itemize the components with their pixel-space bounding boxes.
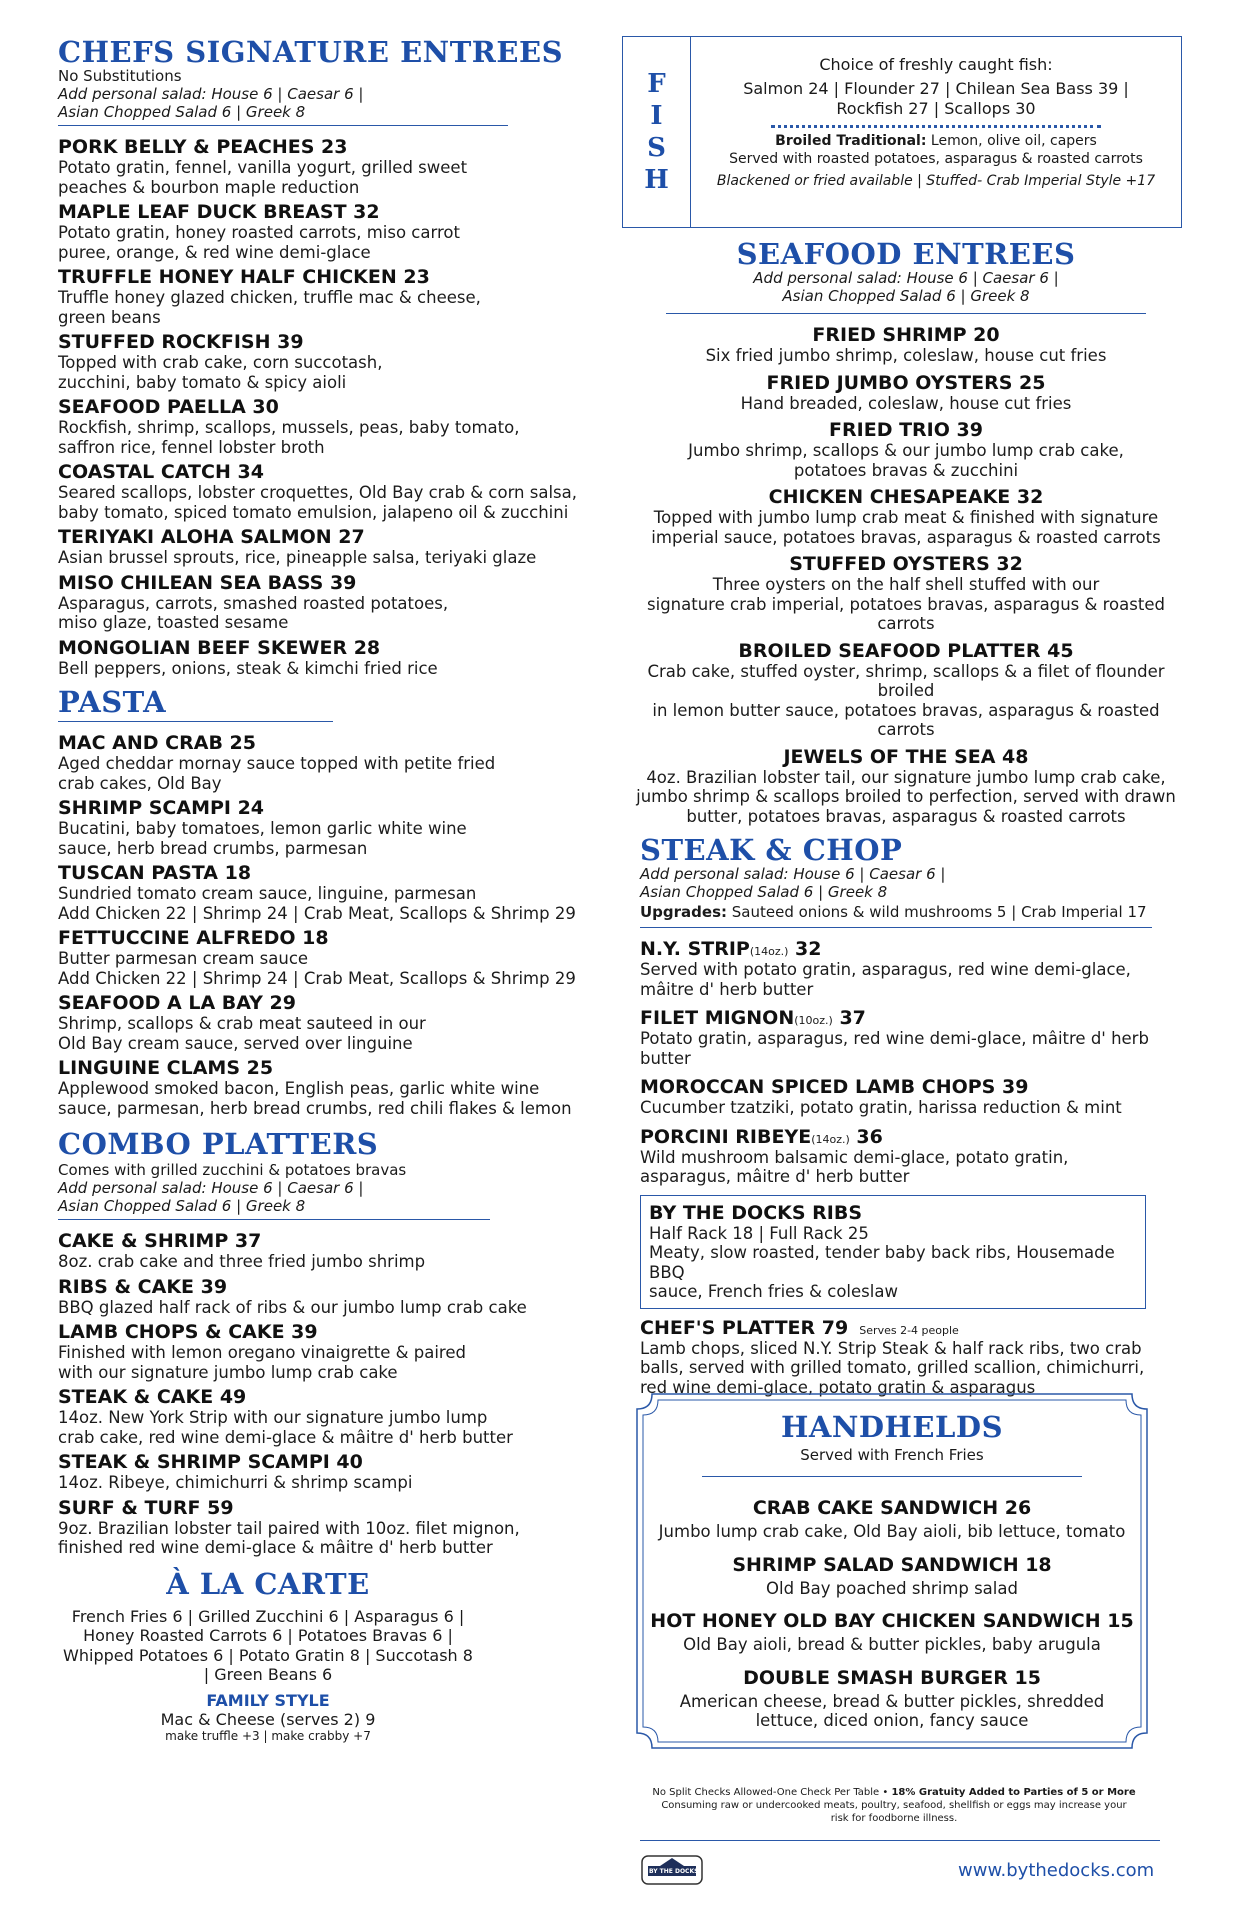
- item-desc: potatoes bravas & zucchini: [793, 460, 1019, 480]
- item-desc: Rockfish, shrimp, scallops, mussels, peas, baby tomato,: [58, 418, 520, 437]
- handheld-item: [636, 1554, 1148, 1599]
- menu-item: [58, 572, 578, 633]
- handhelds-box: [636, 1393, 1148, 1749]
- item-desc: Topped with crab cake, corn succotash,: [58, 353, 383, 372]
- fish-options: Blackened or fried available | Stuffed- Crab Imperial Style +17: [716, 173, 1156, 189]
- item-name: MAC AND CRAB 25: [58, 732, 256, 754]
- item-name: PORK BELLY & PEACHES 23: [58, 136, 348, 158]
- item-desc: 14oz. New York Strip with our signature jumbo lump: [58, 1408, 488, 1427]
- item-name: SURF & TURF 59: [58, 1496, 234, 1519]
- item-desc: Shrimp, scallops & crab meat sauteed in our: [58, 1014, 426, 1033]
- item-name: LINGUINE CLAMS 25: [58, 1057, 274, 1079]
- item-name: FETTUCCINE ALFREDO 18: [58, 927, 329, 949]
- handheld-items: [636, 1497, 1148, 1731]
- item-name: SEAFOOD PAELLA 30: [58, 396, 279, 418]
- item-name: STEAK & SHRIMP SCAMPI 40: [58, 1451, 363, 1473]
- item-name: STUFFED OYSTERS 32: [789, 553, 1023, 575]
- steak-salad-line-2: Asian Chopped Salad 6 | Greek 8: [640, 883, 888, 901]
- fish-dotted-divider: [771, 125, 1101, 128]
- steak-item: [640, 1007, 1160, 1068]
- item-name: STUFFED ROCKFISH 39: [58, 331, 304, 353]
- item-desc: Bucatini, baby tomatoes, lemon garlic white wine: [58, 819, 467, 838]
- menu-item: [58, 1497, 578, 1558]
- item-desc: baby tomato, spiced tomato emulsion, jalapeno oil & zucchini: [58, 502, 569, 522]
- item-desc: green beans: [58, 307, 161, 327]
- steak-section: [622, 833, 1160, 1397]
- item-desc: Bell peppers, onions, steak & kimchi fried rice: [58, 658, 438, 678]
- combo-salad-line-1: Add personal salad: House 6 | Caesar 6 |: [58, 1179, 364, 1197]
- item-desc: Crab cake, stuffed oyster, shrimp, scallops & a filet of flounder broiled: [647, 661, 1165, 700]
- steak-item-header: [640, 1007, 1160, 1029]
- item-name: MOROCCAN SPICED LAMB CHOPS 39: [640, 1076, 1029, 1098]
- item-size: (14oz.): [749, 945, 789, 958]
- combo-salad-line-2: Asian Chopped Salad 6 | Greek 8: [58, 1197, 306, 1215]
- alacarte-line: Honey Roasted Carrots 6 | Potatoes Bravas 6 |: [83, 1626, 453, 1645]
- item-desc: butter, potatoes bravas, asparagus & roasted carrots: [686, 806, 1126, 826]
- pasta-divider: [58, 721, 333, 722]
- steak-item-header: [640, 938, 1160, 960]
- item-desc: Served with potato gratin, asparagus, red wine demi-glace,: [640, 960, 1131, 979]
- fish-letter: I: [650, 101, 663, 131]
- item-desc: saffron rice, fennel lobster broth: [58, 437, 325, 457]
- item-desc: Topped with jumbo lump crab meat & finished with signature: [653, 508, 1159, 527]
- chefs-section: [58, 35, 578, 678]
- menu-item: [58, 927, 578, 988]
- combo-title: COMBO PLATTERS: [58, 1127, 379, 1161]
- item-desc: Old Bay aioli, bread & butter pickles, baby arugula: [683, 1635, 1101, 1654]
- fish-letter: H: [644, 165, 669, 195]
- item-desc: Old Bay cream sauce, served over linguine: [58, 1033, 413, 1053]
- menu-item: [58, 526, 578, 568]
- fish-intro: Choice of freshly caught fish:: [819, 55, 1053, 74]
- fish-content: [691, 55, 1181, 190]
- alacarte-section: [58, 1566, 478, 1743]
- platter-serves: Serves 2-4 people: [859, 1323, 959, 1337]
- seafood-item: [622, 419, 1190, 480]
- item-desc: Potato gratin, honey roasted carrots, miso carrot: [58, 223, 460, 242]
- seafood-title: SEAFOOD ENTREES: [736, 237, 1076, 271]
- item-desc: Hand breaded, coleslaw, house cut fries: [740, 393, 1072, 413]
- seafood-items: [622, 324, 1190, 826]
- item-name: FILET MIGNON: [640, 1007, 795, 1029]
- item-desc: Finished with lemon oregano vinaigrette & paired: [58, 1343, 466, 1362]
- ribs-desc-2: sauce, French fries & coleslaw: [649, 1282, 898, 1301]
- ribs-price: Half Rack 18 | Full Rack 25: [649, 1223, 869, 1243]
- item-name: STEAK & CAKE 49: [58, 1386, 247, 1408]
- menu-item: [58, 1321, 578, 1382]
- item-name: CAKE & SHRIMP 37: [58, 1230, 262, 1252]
- platter-desc-2: balls, served with grilled tomato, grilled scallion, chimichurri,: [640, 1358, 1145, 1377]
- item-name: SHRIMP SCAMPI 24: [58, 797, 265, 819]
- item-desc: Sundried tomato cream sauce, linguine, parmesan: [58, 884, 477, 903]
- footer-line-1: [640, 1786, 1148, 1799]
- family-style-note: make truffle +3 | make crabby +7: [165, 1728, 371, 1743]
- item-desc: Wild mushroom balsamic demi-glace, potato gratin,: [640, 1147, 1069, 1167]
- item-name: MAPLE LEAF DUCK BREAST 32: [58, 201, 380, 223]
- item-desc: Aged cheddar mornay sauce topped with petite fried: [58, 754, 496, 773]
- item-desc: finished red wine demi-glace & mâitre d' herb butter: [58, 1538, 493, 1557]
- item-name: PORCINI RIBEYE: [640, 1125, 812, 1148]
- steak-item: [640, 1126, 1160, 1187]
- item-desc: BBQ glazed half rack of ribs & our jumbo lump crab cake: [58, 1297, 527, 1317]
- left-column: [58, 35, 578, 1743]
- steak-item-header: [640, 1076, 1160, 1098]
- platter-name: CHEF'S PLATTER 79: [640, 1316, 849, 1339]
- item-desc: Jumbo shrimp, scallops & our jumbo lump crab cake,: [688, 441, 1124, 460]
- item-desc: 8oz. crab cake and three fried jumbo shrimp: [58, 1252, 426, 1271]
- item-name: MISO CHILEAN SEA BASS 39: [58, 571, 357, 594]
- footer-line-3: risk for foodborne illness.: [830, 1813, 958, 1824]
- steak-item: [640, 938, 1160, 999]
- item-name: MONGOLIAN BEEF SKEWER 28: [58, 636, 381, 659]
- fish-broiled-label: Broiled Traditional:: [775, 133, 927, 149]
- steak-item: [640, 1076, 1160, 1118]
- fish-side-label: [623, 37, 691, 227]
- steak-divider: [640, 927, 1152, 928]
- item-desc: Butter parmesan cream sauce: [58, 949, 309, 968]
- item-desc: Seared scallops, lobster croquettes, Old Bay crab & corn salsa,: [58, 483, 578, 502]
- footer-logo-text: BY THE DOCKS: [649, 1868, 699, 1875]
- item-desc: crab cake, red wine demi-glace & mâitre d' herb butter: [58, 1427, 513, 1447]
- footer-disclaimer: [640, 1786, 1148, 1825]
- item-name: HOT HONEY OLD BAY CHICKEN SANDWICH 15: [650, 1610, 1134, 1632]
- platter-desc-1: Lamb chops, sliced N.Y. Strip Steak & half rack ribs, two crab: [640, 1338, 1142, 1358]
- fish-prices-line-1: Salmon 24 | Flounder 27 | Chilean Sea Bass 39 |: [743, 79, 1129, 98]
- menu-item: [58, 461, 578, 522]
- item-desc: with our signature jumbo lump crab cake: [58, 1362, 398, 1382]
- menu-item: [58, 637, 578, 679]
- item-desc: 14oz. Ribeye, chimichurri & shrimp scampi: [58, 1473, 413, 1492]
- chefs-platter: [640, 1317, 1160, 1398]
- footer-split-checks: No Split Checks Allowed-One Check Per Table •: [652, 1787, 892, 1798]
- steak-upgrades-text: Sauteed onions & wild mushrooms 5 | Crab Imperial 17: [727, 903, 1147, 921]
- chefs-salad-line-2: Asian Chopped Salad 6 | Greek 8: [58, 103, 306, 121]
- menu-item: [58, 1230, 578, 1272]
- seafood-item: [622, 486, 1190, 547]
- item-desc: Truffle honey glazed chicken, truffle mac & cheese,: [58, 288, 481, 307]
- chefs-salad-line-1: Add personal salad: House 6 | Caesar 6 |: [58, 85, 364, 103]
- item-name: JEWELS OF THE SEA 48: [783, 745, 1029, 768]
- fish-box: [622, 36, 1182, 228]
- chefs-note: No Substitutions: [58, 67, 182, 85]
- item-name: SHRIMP SALAD SANDWICH 18: [732, 1553, 1052, 1576]
- seafood-section: [622, 237, 1190, 826]
- item-desc: signature crab imperial, potatoes bravas, asparagus & roasted carrots: [647, 594, 1165, 633]
- seafood-item: [622, 372, 1190, 414]
- alacarte-title: À LA CARTE: [166, 1566, 370, 1601]
- item-name: COASTAL CATCH 34: [58, 461, 264, 483]
- handheld-item: [636, 1610, 1148, 1655]
- item-name: N.Y. STRIP: [640, 938, 750, 960]
- item-desc: 9oz. Brazilian lobster tail paired with 10oz. filet mignon,: [58, 1518, 520, 1538]
- item-price: 36: [849, 1125, 883, 1148]
- item-desc: mâitre d' herb butter: [640, 979, 814, 999]
- ribs-name: BY THE DOCKS RIBS: [649, 1201, 863, 1224]
- seafood-item: [622, 553, 1190, 634]
- alacarte-line: Whipped Potatoes 6 | Potato Gratin 8 | Succotash 8: [63, 1645, 473, 1665]
- combo-note: Comes with grilled zucchini & potatoes bravas: [58, 1161, 407, 1179]
- alacarte-line: French Fries 6 | Grilled Zucchini 6 | Asparagus 6 |: [71, 1606, 465, 1626]
- steak-items: [640, 938, 1160, 1187]
- item-name: TRUFFLE HONEY HALF CHICKEN 23: [58, 266, 430, 288]
- fish-broiled: [691, 132, 1181, 150]
- handhelds-title: HANDHELDS: [780, 1410, 1004, 1444]
- item-name: FRIED JUMBO OYSTERS 25: [766, 371, 1046, 394]
- item-desc: sauce, herb bread crumbs, parmesan: [58, 838, 368, 858]
- alacarte-line: | Green Beans 6: [203, 1665, 333, 1684]
- item-desc: imperial sauce, potatoes bravas, asparagus & roasted carrots: [651, 527, 1161, 547]
- item-desc: peaches & bourbon maple reduction: [58, 177, 360, 197]
- menu-item: [58, 1276, 578, 1318]
- combo-section: [58, 1127, 578, 1558]
- item-desc: Three oysters on the half shell stuffed with our: [712, 575, 1100, 594]
- item-desc: Potato gratin, fennel, vanilla yogurt, grilled sweet: [58, 158, 468, 177]
- menu-item: [58, 992, 578, 1053]
- platter-desc-3: red wine demi-glace, potato gratin & asparagus: [640, 1377, 1036, 1397]
- steak-upgrades: [640, 903, 1160, 921]
- alacarte-list: [58, 1607, 478, 1685]
- fish-letter: S: [647, 133, 666, 163]
- item-desc: Six fried jumbo shrimp, coleslaw, house cut fries: [705, 346, 1107, 365]
- menu-item: [58, 136, 578, 197]
- menu-item: [58, 797, 578, 858]
- menu-item: [58, 396, 578, 457]
- chefs-title: CHEFS SIGNATURE ENTREES: [58, 35, 564, 69]
- item-desc: sauce, parmesan, herb bread crumbs, red chili flakes & lemon: [58, 1098, 572, 1118]
- seafood-salad-line-1: Add personal salad: House 6 | Caesar 6 |: [753, 269, 1059, 287]
- seafood-item: [622, 640, 1190, 740]
- seafood-item: [622, 324, 1190, 366]
- item-desc: Potato gratin, asparagus, red wine demi-glace, mâitre d' herb butter: [640, 1029, 1149, 1068]
- family-style-item: Mac & Cheese (serves 2) 9: [160, 1709, 376, 1729]
- menu-item: [58, 1386, 578, 1447]
- item-name: FRIED SHRIMP 20: [812, 324, 1000, 346]
- pasta-items: [58, 732, 578, 1118]
- seafood-salad-line-2: Asian Chopped Salad 6 | Greek 8: [782, 287, 1030, 305]
- item-desc: jumbo shrimp & scallops broiled to perfection, served with drawn: [636, 787, 1176, 806]
- footer-divider: [640, 1840, 1160, 1841]
- pasta-section: [58, 685, 578, 1118]
- item-desc: Asian brussel sprouts, rice, pineapple salsa, teriyaki glaze: [58, 548, 537, 567]
- item-name: BROILED SEAFOOD PLATTER 45: [738, 639, 1074, 662]
- menu-item: [58, 862, 578, 923]
- item-desc: in lemon butter sauce, potatoes bravas, asparagus & roasted carrots: [652, 700, 1160, 739]
- ribs-desc-1: Meaty, slow roasted, tender baby back ribs, Housemade BBQ: [649, 1243, 1115, 1282]
- chefs-divider: [58, 125, 508, 126]
- item-price: 32: [788, 938, 822, 960]
- menu-item: [58, 1057, 578, 1118]
- item-desc: lettuce, diced onion, fancy sauce: [755, 1711, 1029, 1730]
- item-name: LAMB CHOPS & CAKE 39: [58, 1321, 318, 1343]
- item-desc: miso glaze, toasted sesame: [58, 613, 289, 632]
- item-desc: crab cakes, Old Bay: [58, 773, 222, 793]
- item-size: (10oz.): [794, 1014, 833, 1027]
- steak-upgrades-label: Upgrades:: [640, 903, 728, 921]
- handhelds-note: Served with French Fries: [800, 1446, 984, 1464]
- combo-divider: [58, 1219, 490, 1220]
- item-desc: Cucumber tzatziki, potato gratin, harissa reduction & mint: [640, 1098, 1122, 1117]
- item-name: FRIED TRIO 39: [829, 419, 983, 441]
- menu-item: [58, 331, 578, 392]
- seafood-item: [622, 746, 1190, 827]
- item-desc: Add Chicken 22 | Shrimp 24 | Crab Meat, Scallops & Shrimp 29: [58, 903, 576, 923]
- steak-title: STEAK & CHOP: [640, 833, 903, 867]
- handheld-item: [636, 1497, 1148, 1542]
- item-desc: Applewood smoked bacon, English peas, garlic white wine: [58, 1079, 540, 1098]
- item-name: CHICKEN CHESAPEAKE 32: [768, 486, 1044, 508]
- item-desc: 4oz. Brazilian lobster tail, our signature jumbo lump crab cake,: [646, 767, 1166, 787]
- fish-served: Served with roasted potatoes, asparagus & roasted carrots: [729, 151, 1143, 167]
- steak-item-header: [640, 1126, 1160, 1148]
- fish-letter: F: [647, 69, 666, 99]
- footer-logo: [640, 1850, 704, 1890]
- item-desc: Asparagus, carrots, smashed roasted potatoes,: [58, 593, 449, 613]
- handhelds-content: [636, 1410, 1148, 1743]
- item-name: CRAB CAKE SANDWICH 26: [752, 1497, 1032, 1519]
- item-name: SEAFOOD A LA BAY 29: [58, 992, 296, 1014]
- item-desc: puree, orange, & red wine demi-glace: [58, 242, 371, 262]
- handhelds-divider: [702, 1476, 1082, 1477]
- ribs-box: [640, 1195, 1146, 1309]
- item-desc: Old Bay poached shrimp salad: [766, 1578, 1018, 1598]
- footer-line-2: Consuming raw or undercooked meats, poultry, seafood, shellfish or eggs may increase your: [661, 1800, 1127, 1811]
- family-style-title: FAMILY STYLE: [206, 1690, 330, 1710]
- chefs-items: [58, 136, 578, 678]
- fish-broiled-text: Lemon, olive oil, capers: [926, 133, 1097, 149]
- menu-item: [58, 1451, 578, 1493]
- item-desc: Add Chicken 22 | Shrimp 24 | Crab Meat, Scallops & Shrimp 29: [58, 968, 576, 988]
- steak-salad-line-1: Add personal salad: House 6 | Caesar 6 |: [640, 865, 946, 883]
- footer-gratuity: 18% Gratuity Added to Parties of 5 or More: [891, 1787, 1136, 1798]
- menu-item: [58, 732, 578, 793]
- item-name: RIBS & CAKE 39: [58, 1275, 228, 1298]
- right-column: [622, 36, 1190, 1397]
- pasta-title: PASTA: [58, 685, 167, 719]
- footer-url[interactable]: www.bythedocks.com: [958, 1860, 1155, 1881]
- handheld-item: [636, 1667, 1148, 1731]
- menu-item: [58, 201, 578, 262]
- seafood-divider: [666, 313, 1146, 314]
- item-name: DOUBLE SMASH BURGER 15: [743, 1666, 1041, 1689]
- fish-prices-line-2: Rockfish 27 | Scallops 30: [836, 99, 1036, 118]
- item-desc: zucchini, baby tomato & spicy aioli: [58, 372, 347, 392]
- item-price: 37: [832, 1007, 866, 1029]
- item-name: TUSCAN PASTA 18: [58, 862, 252, 884]
- item-desc: American cheese, bread & butter pickles, shredded: [679, 1691, 1105, 1711]
- item-desc: asparagus, mâitre d' herb butter: [640, 1167, 910, 1186]
- menu-item: [58, 266, 578, 327]
- item-name: TERIYAKI ALOHA SALMON 27: [58, 526, 365, 548]
- item-size: (14oz.): [811, 1132, 850, 1146]
- combo-items: [58, 1230, 578, 1558]
- fish-letters: [644, 68, 669, 196]
- item-desc: Jumbo lump crab cake, Old Bay aioli, bib lettuce, tomato: [658, 1522, 1126, 1541]
